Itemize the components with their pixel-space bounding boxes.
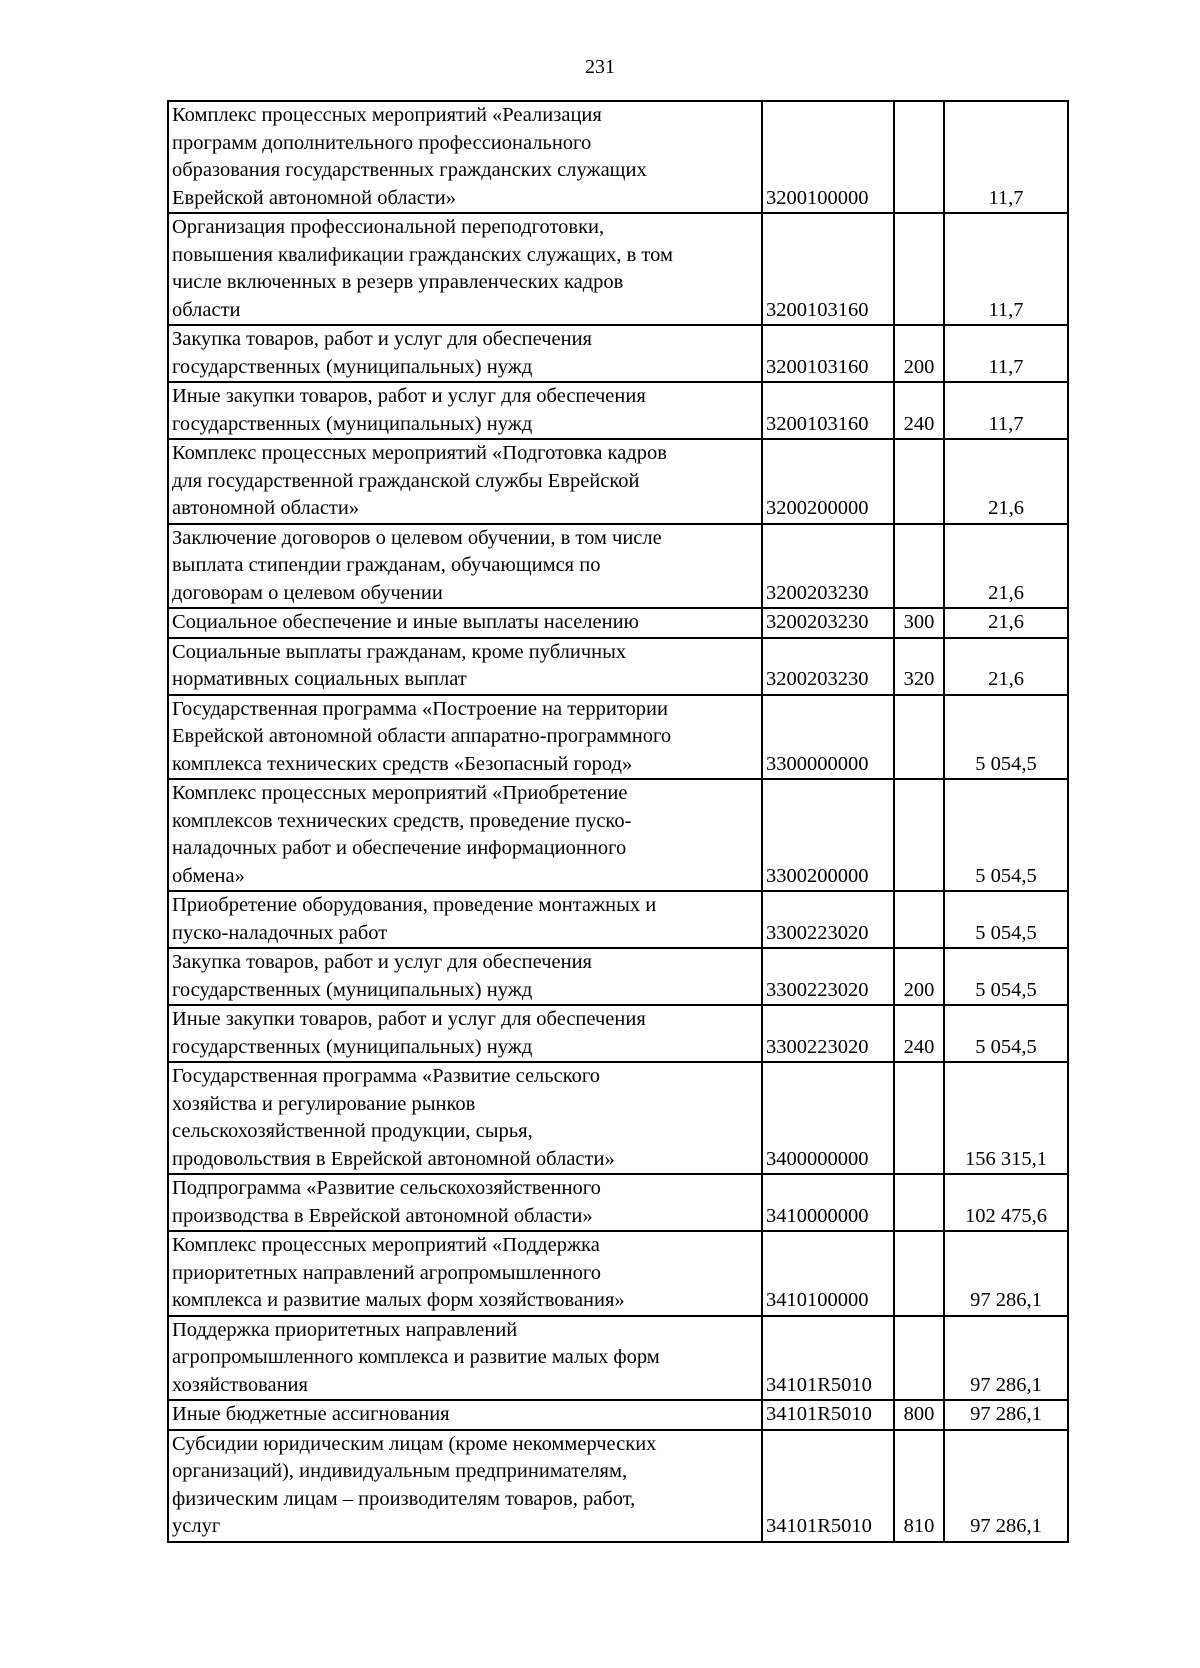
row-type-cell [894,779,944,891]
table-row [168,1005,1068,1062]
row-sum-cell: 5 054,5 [944,779,1068,891]
row-code-cell: 3300000000 [762,695,894,780]
budget-table [167,100,1069,1543]
row-type-cell [894,439,944,524]
row-name-line: наладочных работ и обеспечение информационного [172,837,627,859]
row-name-cell [168,439,762,524]
row-name-cell [168,948,762,1005]
table-row [168,325,1068,382]
table-row [168,779,1068,891]
row-sum-cell: 11,7 [944,325,1068,382]
row-name-cell [168,524,762,609]
row-name-line: программ дополнительного профессионального [172,131,592,154]
row-name-cell [168,101,762,213]
row-code-cell: 3400000000 [762,1062,894,1174]
row-name-line: нормативных социальных выплат [172,668,467,690]
row-sum-cell: 97 286,1 [944,1231,1068,1316]
row-type-cell [894,1231,944,1316]
row-type-cell: 240 [894,1005,944,1062]
row-name-line: Иные закупки товаров, работ и услуг для обеспечения [172,1008,646,1030]
row-type-cell [894,1062,944,1174]
table-row [168,1316,1068,1401]
row-name-cell [168,891,762,948]
row-type-cell: 320 [894,638,944,695]
row-name-cell [168,608,762,638]
row-name-cell [168,1062,762,1174]
row-name-line: повышения квалификации гражданских служащих, в том [172,243,673,266]
row-code-cell: 3300223020 [762,948,894,1005]
row-name-cell [168,213,762,325]
row-sum-cell: 5 054,5 [944,1005,1068,1062]
row-name-line: области [172,298,241,321]
row-sum-cell: 156 315,1 [944,1062,1068,1174]
table-row [168,524,1068,609]
row-code-cell: 34101R5010 [762,1316,894,1401]
row-type-cell [894,1174,944,1231]
row-type-cell: 200 [894,325,944,382]
row-name-line: договорам о целевом обучении [172,581,443,604]
table-row [168,1231,1068,1316]
row-name-cell [168,638,762,695]
row-name-line: хозяйства и регулирование рынков [172,1092,476,1115]
row-code-cell: 3410100000 [762,1231,894,1316]
row-type-cell: 800 [894,1400,944,1430]
row-sum-cell: 5 054,5 [944,695,1068,780]
row-code-cell: 3200203230 [762,524,894,609]
row-sum-cell: 21,6 [944,524,1068,609]
row-name-cell [168,1400,762,1430]
row-name-line: государственных (муниципальных) нужд [172,1035,533,1058]
row-sum-cell: 5 054,5 [944,891,1068,948]
row-name-line: Иные бюджетные ассигнования [172,1403,450,1425]
row-name-line: Поддержка приоритетных направлений [172,1318,518,1341]
row-name-line: Социальные выплаты гражданам, кроме публичных [172,640,627,663]
row-sum-cell: 21,6 [944,608,1068,638]
row-code-cell: 3200203230 [762,608,894,638]
row-name-line: государственных (муниципальных) нужд [172,412,533,435]
row-name-cell [168,1005,762,1062]
row-type-cell [894,695,944,780]
table-row [168,1400,1068,1430]
row-name-line: сельскохозяйственной продукции, сырья, [172,1120,533,1142]
table-row [168,101,1068,213]
row-name-line: обмена» [172,864,245,887]
row-name-line: производства в Еврейской автономной области» [172,1204,593,1227]
table-row [168,439,1068,524]
row-sum-cell: 97 286,1 [944,1316,1068,1401]
row-name-line: Государственная программа «Развитие сельского [172,1065,601,1087]
table-row [168,1430,1068,1542]
row-name-line: Закупка товаров, работ и услуг для обеспечения [172,951,592,973]
row-type-cell [894,101,944,213]
row-name-line: Иные закупки товаров, работ и услуг для обеспечения [172,385,646,407]
table-row [168,891,1068,948]
row-code-cell: 3300223020 [762,891,894,948]
row-name-line: образования государственных гражданских служащих [172,159,647,181]
row-code-cell: 3300200000 [762,779,894,891]
row-code-cell: 3300223020 [762,1005,894,1062]
row-type-cell [894,524,944,609]
row-name-line: агропромышленного комплекса и развитие малых форм [172,1346,660,1368]
row-code-cell: 3200103160 [762,213,894,325]
row-name-line: комплексов технических средств, проведение пуско- [172,809,632,832]
row-sum-cell: 97 286,1 [944,1430,1068,1542]
row-name-cell [168,325,762,382]
row-type-cell: 200 [894,948,944,1005]
row-name-line: приоритетных направлений агропромышленного [172,1261,601,1284]
row-name-line: государственных (муниципальных) нужд [172,978,533,1001]
row-name-line: Комплекс процессных мероприятий «Приобретение [172,782,628,804]
row-sum-cell: 21,6 [944,638,1068,695]
row-name-line: Субсидии юридическим лицам (кроме некоммерческих [172,1432,657,1455]
row-type-cell [894,1316,944,1401]
row-name-cell [168,779,762,891]
row-name-line: Государственная программа «Построение на территории [172,697,668,720]
row-sum-cell: 11,7 [944,213,1068,325]
row-name-line: числе включенных в резерв управленческих кадров [172,271,624,293]
row-code-cell: 3200203230 [762,638,894,695]
row-type-cell [894,213,944,325]
row-name-line: для государственной гражданской службы Еврейской [172,469,640,492]
row-code-cell: 34101R5010 [762,1400,894,1430]
table-row [168,1062,1068,1174]
row-name-line: пуско-наладочных работ [172,921,388,944]
row-name-line: Комплекс процессных мероприятий «Подготовка кадров [172,442,667,464]
table-row [168,608,1068,638]
row-name-line: хозяйствования [172,1373,308,1396]
row-name-line: Комплекс процессных мероприятий «Поддержка [172,1234,600,1256]
row-type-cell: 300 [894,608,944,638]
row-name-cell [168,695,762,780]
row-name-cell [168,382,762,439]
row-code-cell: 3200103160 [762,382,894,439]
row-name-line: автономной области» [172,497,360,519]
row-name-line: выплата стипендии гражданам, обучающимся по [172,554,601,576]
row-sum-cell: 5 054,5 [944,948,1068,1005]
row-sum-cell: 11,7 [944,101,1068,213]
row-name-line: Социальное обеспечение и иные выплаты населению [172,611,639,633]
row-name-line: Комплекс процессных мероприятий «Реализация [172,104,602,126]
row-name-line: Заключение договоров о целевом обучении, в том числе [172,526,662,549]
row-code-cell: 3410000000 [762,1174,894,1231]
row-name-line: продовольствия в Еврейской автономной области» [172,1147,615,1170]
row-name-line: Подпрограмма «Развитие сельскохозяйственного [172,1177,601,1199]
row-name-line: Еврейской автономной области» [172,186,456,209]
row-name-line: комплекса и развитие малых форм хозяйствования» [172,1289,625,1311]
row-name-cell [168,1316,762,1401]
row-name-line: физическим лицам – производителям товаров, работ, [172,1487,636,1510]
row-name-line: организаций), индивидуальным предпринимателям, [172,1460,628,1482]
row-name-line: Закупка товаров, работ и услуг для обеспечения [172,328,592,350]
table-row [168,695,1068,780]
row-type-cell [894,891,944,948]
row-name-cell [168,1231,762,1316]
row-sum-cell: 11,7 [944,382,1068,439]
row-code-cell: 34101R5010 [762,1430,894,1542]
row-code-cell: 3200100000 [762,101,894,213]
row-name-line: Приобретение оборудования, проведение монтажных и [172,894,657,916]
row-code-cell: 3200103160 [762,325,894,382]
table-row [168,382,1068,439]
row-name-line: комплекса технических средств «Безопасный город» [172,752,633,775]
table-row [168,948,1068,1005]
table-row [168,1174,1068,1231]
row-type-cell: 240 [894,382,944,439]
row-sum-cell: 97 286,1 [944,1400,1068,1430]
row-name-line: услуг [172,1515,221,1537]
page-number: 231 [585,56,615,78]
table-row [168,638,1068,695]
row-code-cell: 3200200000 [762,439,894,524]
row-name-line: Организация профессиональной переподготовки, [172,216,605,238]
row-name-cell [168,1174,762,1231]
row-name-line: государственных (муниципальных) нужд [172,355,533,378]
row-sum-cell: 21,6 [944,439,1068,524]
row-sum-cell: 102 475,6 [944,1174,1068,1231]
table-row [168,213,1068,325]
row-name-cell [168,1430,762,1542]
row-type-cell: 810 [894,1430,944,1542]
row-name-line: Еврейской автономной области аппаратно-программного [172,725,672,747]
budget-table-body [168,101,1068,1542]
